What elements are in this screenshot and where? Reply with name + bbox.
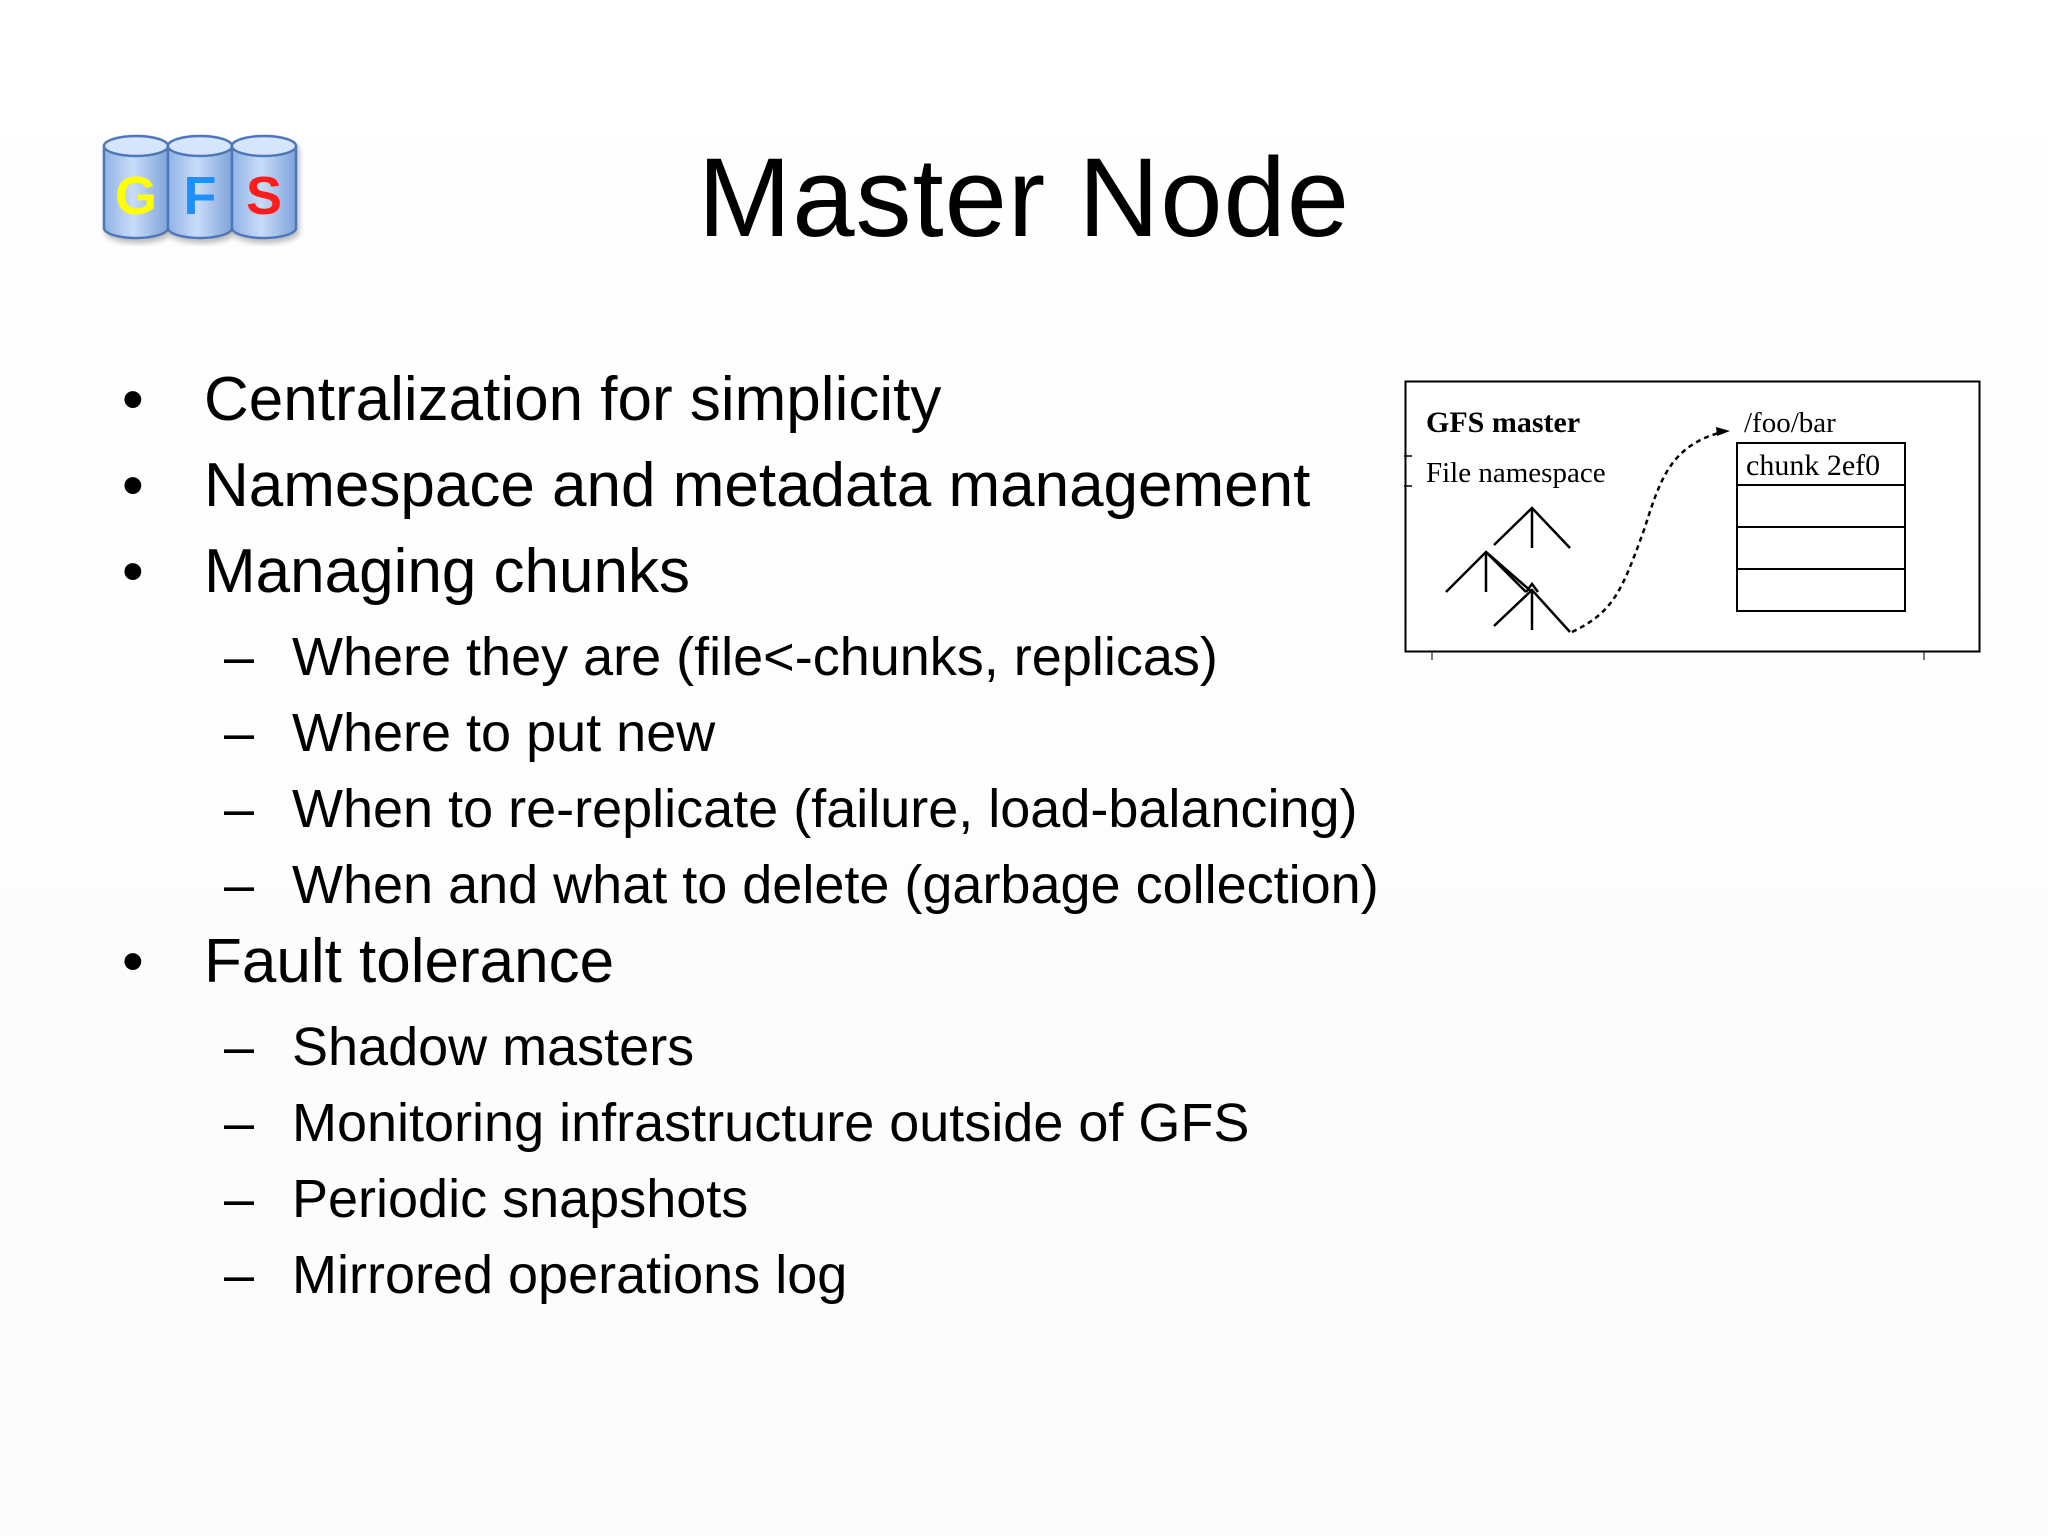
bullet-text: Managing chunks [204,537,690,606]
logo-letter: S [245,166,283,226]
bullet-item [122,532,690,612]
dash-marker: – [224,855,255,915]
bullet-text: Mirrored operations log [292,1245,848,1305]
bullet-marker: • [122,365,144,434]
bullet-text: Fault tolerance [204,927,615,996]
logo-letter: G [114,166,158,226]
sub-bullet-item [224,622,1218,692]
bullet-text: Shadow masters [292,1017,695,1077]
dash-marker: – [224,627,255,687]
sub-bullet-item [224,1240,847,1310]
sub-bullet-item [224,850,1379,920]
bullet-text: Where they are (file<-chunks, replicas) [292,627,1218,687]
bullet-marker: • [122,451,144,520]
dash-marker: – [224,703,255,763]
gfs-master-diagram [1404,380,1984,662]
bullet-marker: • [122,927,144,996]
diagram-master-label: GFS master [1426,406,1581,439]
diagram-namespace-label: File namespace [1426,457,1606,489]
slide-title: Master Node [697,135,1351,260]
bullet-item [122,922,614,1002]
diagram-path-label: /foo/bar [1744,407,1836,439]
sub-bullet-item [224,1088,1249,1158]
bullet-text: When and what to delete (garbage collection) [292,855,1379,915]
sub-bullet-item [224,1164,748,1234]
bullet-text: Periodic snapshots [292,1169,749,1229]
dash-marker: – [224,1017,255,1077]
dash-marker: – [224,1093,255,1153]
bullet-item [122,360,941,440]
bullet-text: Centralization for simplicity [204,365,942,434]
bullet-marker: • [122,537,144,606]
bullet-text: Monitoring infrastructure outside of GFS [292,1093,1250,1153]
dash-marker: – [224,779,255,839]
sub-bullet-item [224,1012,694,1082]
sub-bullet-item [224,774,1358,844]
diagram-chunk-label: chunk 2ef0 [1746,449,1881,482]
dash-marker: – [224,1245,255,1305]
bullet-text: Namespace and metadata management [204,451,1311,520]
logo-letter: F [183,166,217,226]
bullet-item [122,446,1310,526]
bullet-text: When to re-replicate (failure, load-balancing) [292,779,1358,839]
dash-marker: – [224,1169,255,1229]
sub-bullet-item [224,698,715,768]
bullet-text: Where to put new [292,703,716,763]
